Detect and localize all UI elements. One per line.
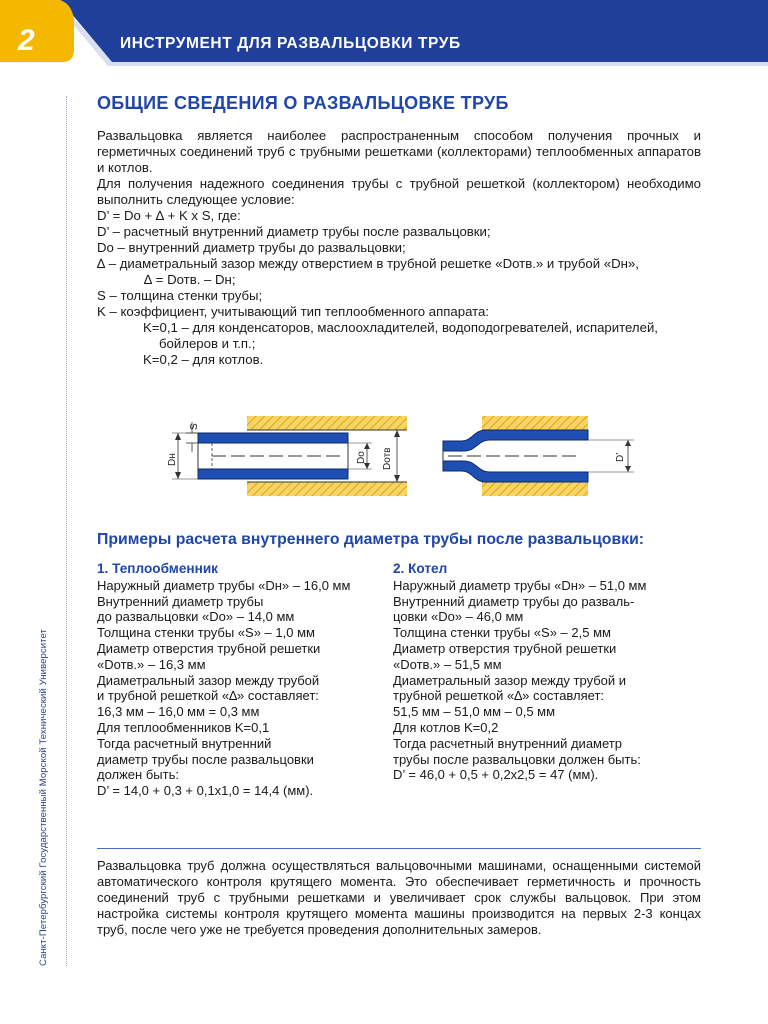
section-title: ОБЩИЕ СВЕДЕНИЯ О РАЗВАЛЬЦОВКЕ ТРУБ	[97, 93, 509, 113]
k-value-1-continuation: бойлеров и т.п.;	[159, 336, 256, 351]
example-2-line: трубной решеткой «∆» составляет:	[393, 688, 605, 704]
definition-s: S – толщина стенки трубы;	[97, 288, 263, 303]
tube-before-expansion-diagram	[167, 416, 407, 496]
definition-do: Do – внутренний диаметр трубы до развальцовки;	[97, 240, 406, 255]
example-1-line: Внутренний диаметр трубы	[97, 593, 264, 609]
footer-paragraph: Развальцовка труб должна осуществляться вальцовочными машинами, оснащенными системой автоматического контроля крутящего момента. Это обеспечивает герметичность и прочность соединений труб с трубными решетками и увеличивает срок службы вальцовок. При этом настройка системы контроля крутящего момента машины производится на первых 2-3 концах труб, после чего уже не требуется проведения дополнительных замеров.	[97, 858, 701, 937]
example-1-line: диаметр трубы после развальцовки	[97, 751, 314, 767]
example-boiler	[393, 561, 703, 783]
tube-sheet-upper	[247, 416, 407, 430]
example-1-line: должен быть:	[97, 767, 179, 783]
label-d-prime: D’	[615, 452, 626, 462]
margin-divider	[66, 96, 67, 966]
label-s: S	[189, 423, 200, 430]
examples-title: Примеры расчета внутреннего диаметра трубы после развальцовки:	[97, 531, 645, 548]
tube-sheet-lower-right	[482, 482, 588, 496]
page-number-tab	[0, 0, 74, 62]
formula-line: D’ = Do + ∆ + K x S, где:	[97, 208, 241, 223]
example-1-line: Для теплообменников K=0,1	[97, 719, 270, 735]
intro-text	[97, 128, 701, 368]
example-2-line: 51,5 мм – 51,0 мм – 0,5 мм	[393, 704, 556, 720]
expanded-tube-wall-upper	[443, 430, 588, 451]
footer-divider	[97, 848, 701, 849]
example-1-line: 16,3 мм – 16,0 мм = 0,3 мм	[97, 704, 260, 720]
example-2-line: цовки «Do» – 46,0 мм	[393, 609, 524, 625]
tube-wall-upper	[198, 433, 348, 443]
example-2-line: Тогда расчетный внутренний диаметр	[393, 735, 622, 751]
example-2-line: Диаметральный зазор между трубой и	[393, 672, 627, 688]
example-2-line: Внутренний диаметр трубы до разваль-	[393, 593, 635, 609]
tube-wall-lower	[198, 469, 348, 479]
example-2-line: Наружный диаметр трубы «Dн» – 51,0 мм	[393, 577, 647, 593]
definition-d-prime: D’ – расчетный внутренний диаметр трубы после развальцовки;	[97, 224, 491, 239]
definition-delta-formula: ∆ = Dотв. – Dн;	[144, 272, 236, 287]
example-2-line: D’ = 46,0 + 0,5 + 0,2x2,5 = 47 (мм).	[393, 767, 599, 783]
example-2-line: Для котлов K=0,2	[393, 719, 499, 735]
example-2-line: Толщина стенки трубы «S» – 2,5 мм	[393, 625, 611, 641]
example-1-line: D’ = 14,0 + 0,3 + 0,1x1,0 = 14,4 (мм).	[97, 783, 314, 799]
k-value-1: K=0,1 – для конденсаторов, маслоохладителей, водоподогревателей, испарителей,	[143, 320, 658, 335]
label-dotv: Dотв	[382, 447, 393, 470]
example-1-line: Диаметральный зазор между трубой	[97, 672, 320, 688]
example-2-line: трубы после развальцовки должен быть:	[393, 751, 641, 767]
tube-after-expansion-diagram	[443, 416, 634, 496]
definition-delta: ∆ – диаметральный зазор между отверстием в трубной решетке «Dотв.» и трубой «Dн»,	[97, 256, 639, 271]
example-1-heading: 1. Теплообменник	[97, 561, 218, 576]
definition-k: K – коэффициент, учитывающий тип теплообменного аппарата:	[97, 304, 490, 319]
example-1-line: «Dотв.» – 16,3 мм	[97, 656, 206, 672]
intro-paragraph-2: Для получения надежного соединения трубы с трубной решеткой (коллектором) необходимо выполнить следующее условие:	[97, 176, 701, 207]
example-1-line: Диаметр отверстия трубной решетки	[97, 640, 321, 656]
pipe-diagrams	[0, 400, 768, 510]
example-1-line: Тогда расчетный внутренний	[97, 735, 272, 751]
tube-sheet-upper-right	[482, 416, 588, 430]
label-dn: Dн	[167, 453, 178, 466]
label-do: Do	[356, 451, 367, 464]
example-heat-exchanger	[97, 561, 382, 799]
example-1-line: Толщина стенки трубы «S» – 1,0 мм	[97, 625, 315, 641]
example-1-line: Наружный диаметр трубы «Dн» – 16,0 мм	[97, 577, 351, 593]
tube-sheet-lower	[247, 482, 407, 496]
example-2-heading: 2. Котел	[393, 561, 448, 576]
vertical-university-name: Санкт-Петербургский Государственный Морской Технический Университет	[38, 629, 49, 966]
expanded-tube-wall-lower	[443, 461, 588, 482]
example-2-line: «Dотв.» – 51,5 мм	[393, 656, 502, 672]
example-1-line: до развальцовки «Do» – 14,0 мм	[97, 609, 295, 625]
example-1-line: и трубной решеткой «∆» составляет:	[97, 688, 319, 704]
header-title: ИНСТРУМЕНТ ДЛЯ РАЗВАЛЬЦОВКИ ТРУБ	[120, 35, 461, 52]
example-2-line: Диаметр отверстия трубной решетки	[393, 640, 617, 656]
intro-paragraph-1: Развальцовка является наиболее распространенным способом получения прочных и герметичных соединений труб с трубными решетками (коллекторами) теплообменных аппаратов и котлов.	[97, 128, 701, 175]
k-value-2: K=0,2 – для котлов.	[143, 352, 264, 367]
page-number: 2	[18, 24, 35, 57]
